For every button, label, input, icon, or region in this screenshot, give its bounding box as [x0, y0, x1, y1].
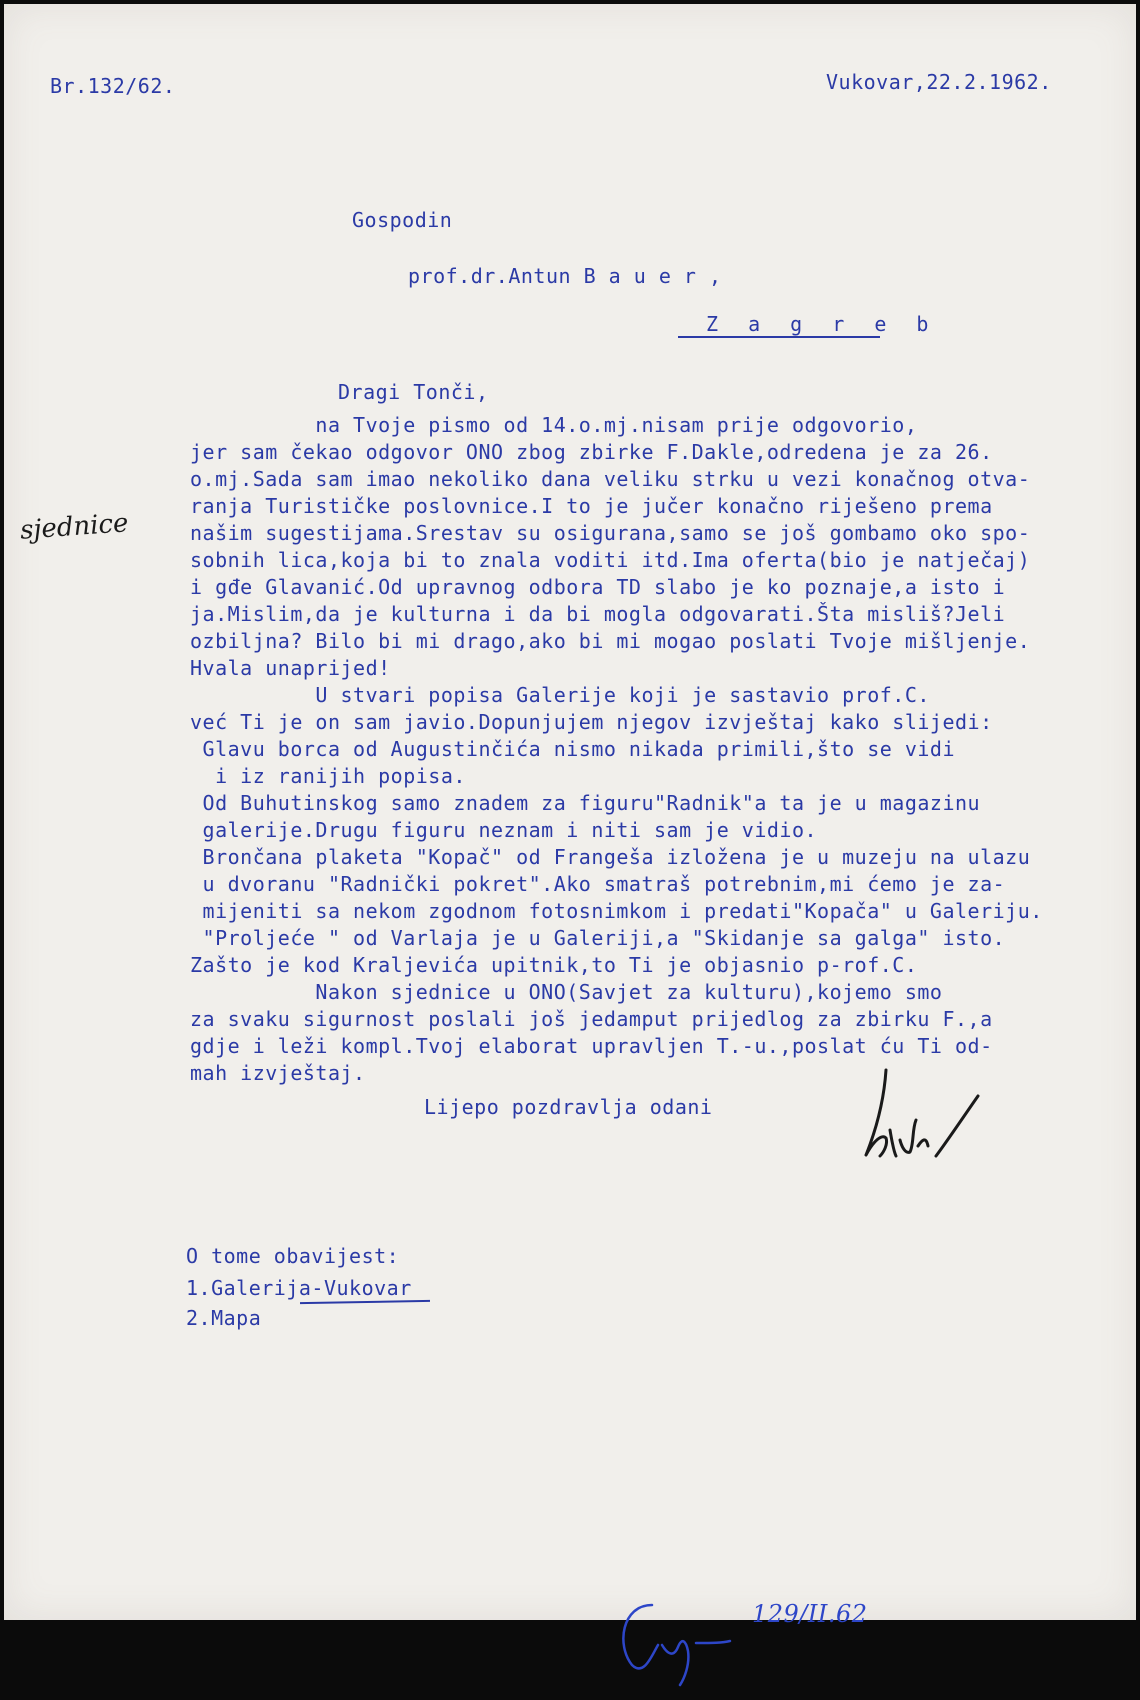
body-line: Nakon sjednice u ONO(Savjet za kulturu),kojemo smo	[190, 980, 943, 1004]
body-line: mijeniti sa nekom zgodnom fotosnimkom i predati"Kopača" u Galeriju.	[190, 899, 1043, 923]
body-line: ranja Turističke poslovnice.I to je jučer konačno riješeno prema	[190, 494, 993, 518]
city-underline	[678, 336, 880, 338]
cc-heading: O tome obavijest:	[186, 1244, 400, 1268]
body-line: Brončana plaketa "Kopač" od Frangeša izložena je u muzeju na ulazu	[190, 845, 1031, 869]
margin-note: sjednice	[19, 508, 130, 546]
body-line: "Proljeće " od Varlaja je u Galeriji,a "Skidanje sa galga" isto.	[190, 926, 1006, 950]
body-line: i iz ranijih popisa.	[190, 764, 466, 788]
body-line: mah izvještaj.	[190, 1061, 366, 1085]
body-line: na Tvoje pismo od 14.o.mj.nisam prije odgovorio,	[190, 413, 918, 437]
body-line: Glavu borca od Augustinčića nismo nikada primili,što se vidi	[190, 737, 956, 761]
body-line: u dvoranu "Radnički pokret".Ako smatraš potrebnim,mi ćemo je za-	[190, 872, 1006, 896]
closing: Lijepo pozdravlja odani	[424, 1095, 713, 1119]
body-line: Zašto je kod Kraljevića upitnik,to Ti je objasnio p-rof.C.	[190, 953, 918, 977]
body-line: i gđe Glavanić.Od upravnog odbora TD slabo je ko poznaje,a isto i	[190, 575, 1006, 599]
handwritten-date: 129/II.62	[752, 1600, 868, 1628]
letter-body	[190, 412, 1043, 1087]
recipient-title: Gospodin	[352, 208, 453, 232]
body-line: već Ti je on sam javio.Dopunjujem njegov izvještaj kako slijedi:	[190, 710, 993, 734]
body-line: o.mj.Sada sam imao nekoliko dana veliku strku u vezi konačnog otva-	[190, 467, 1031, 491]
place-date: Vukovar,22.2.1962.	[826, 70, 1052, 94]
body-line: jer sam čekao odgovor ONO zbog zbirke F.Dakle,odredena je za 26.	[190, 440, 993, 464]
body-line: Hvala unaprijed!	[190, 656, 391, 680]
body-line: galerije.Drugu figuru neznam i niti sam je vidio.	[190, 818, 818, 842]
body-line: sobnih lica,koja bi to znala voditi itd.Ima oferta(bio je natječaj)	[190, 548, 1031, 572]
body-line: Od Buhutinskog samo znadem za figuru"Radnik"a ta je u magazinu	[190, 791, 981, 815]
body-line: za svaku sigurnost poslali još jedamput prijedlog za zbirku F.,a	[190, 1007, 993, 1031]
greeting: Dragi Tonči,	[338, 380, 489, 404]
reference-number: Br.132/62.	[50, 74, 176, 98]
body-line: ozbiljna? Bilo bi mi drago,ako bi mi mogao poslati Tvoje mišljenje.	[190, 629, 1031, 653]
body-line: našim sugestijama.Srestav su osigurana,samo se još gombamo oko spo-	[190, 521, 1031, 545]
cc-item: 2.Mapa	[186, 1306, 262, 1330]
signature	[856, 1060, 986, 1175]
body-line: gdje i leži kompl.Tvoj elaborat upravljen T.-u.,poslat ću Ti od-	[190, 1034, 993, 1058]
body-line: ja.Mislim,da je kulturna i da bi mogla odgovarati.Šta misliš?Jeli	[190, 602, 1006, 626]
cc-item: 1.Galerija-Vukovar	[186, 1276, 412, 1300]
recipient-name: prof.dr.Antun B a u e r ,	[408, 264, 722, 288]
body-line: U stvari popisa Galerije koji je sastavio prof.C.	[190, 683, 930, 707]
cc-list	[186, 1273, 412, 1333]
recipient-city: Z a g r e b	[706, 312, 938, 336]
